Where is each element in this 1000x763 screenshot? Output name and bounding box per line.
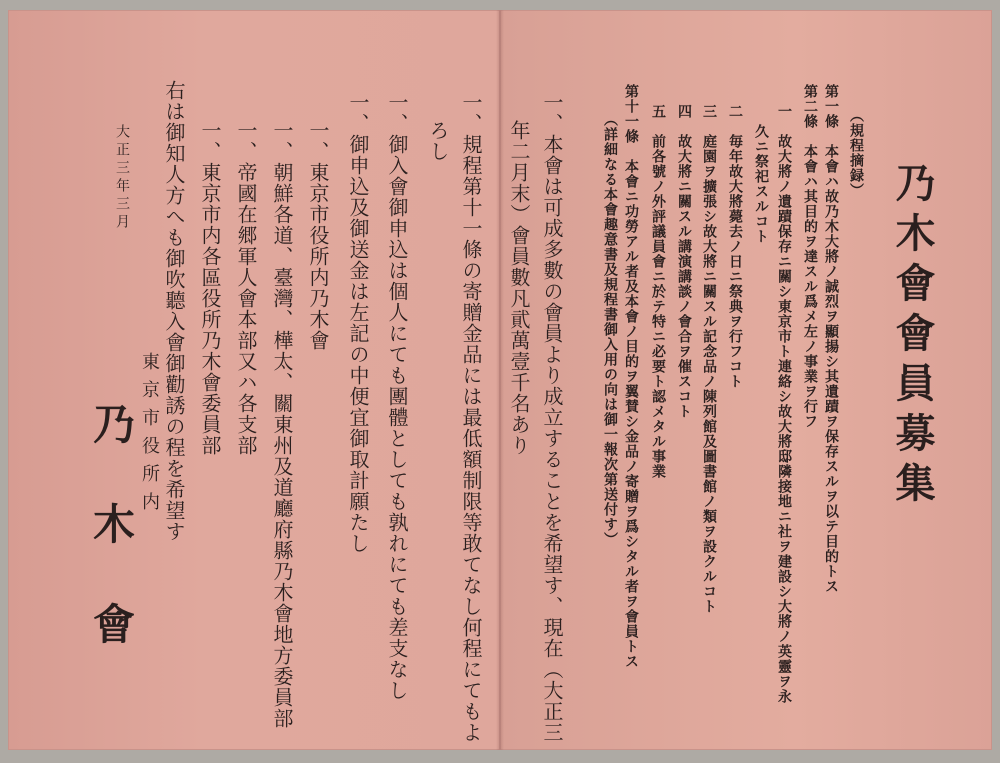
page-fold: [496, 10, 504, 750]
notice-contact-3: 一、帝國在郷軍人會本部又ハ各支部: [234, 120, 258, 456]
notice-contact-1: 一、東京市役所内乃木會: [306, 120, 330, 351]
rule-item-5: 五 前各號ノ外評議員會ニ於テ特ニ必要ト認メタル事業: [650, 104, 666, 479]
notice-4: 一、御申込及御送金は左記の中便宜御取計願たし: [346, 92, 370, 554]
rule-article-2: 第二條 本會ハ其目的ヲ達スル爲メ左ノ事業ヲ行フ: [802, 84, 818, 429]
issuer-name: 乃木會: [87, 402, 136, 702]
rule-article-11: 第十一條 本會ニ功勞アル者及本會ノ目的ヲ翼賛シ金品ノ寄贈ヲ爲シタル者ヲ會員トス: [623, 84, 639, 669]
rules-note: （詳細なる本會趣意書及規程書御入用の向は御一報次第送付す）: [602, 112, 618, 547]
rule-article-1: 第一條 本會ハ故乃木大將ノ誠烈ヲ顯揚シ其遺蹟ヲ保存スルヲ以テ目的トス: [823, 84, 839, 594]
notice-3: 一、御入會御申込は個人にても團體としても孰れにても差支なし: [385, 92, 409, 701]
rule-item-1-cont: 久ニ祭祀スルコト: [753, 124, 769, 244]
closing-request: 右は御知人方へも御吹聽入會御勸誘の程を希望す: [162, 80, 186, 542]
rule-item-3: 三 庭園ヲ擴張シ故大將ニ關スル記念品ノ陳列館及圖書館ノ類ヲ設クルコト: [701, 104, 717, 614]
document-title: 乃木會會員募集: [889, 162, 936, 512]
notice-1-cont: 年二月末）會員數凡貮萬壹千名あり: [507, 120, 531, 456]
rule-item-2: 二 毎年故大將薨去ノ日ニ祭典ヲ行フコト: [727, 104, 743, 389]
notice-contact-4: 一、東京市内各區役所乃木會委員部: [198, 120, 222, 456]
notice-1: 一、本會は可成多數の會員より成立することを希望す、現在（大正三: [540, 92, 564, 743]
notice-2-cont: ろし: [426, 120, 450, 162]
rule-item-1: 一 故大將ノ遺蹟保存ニ關シ東京市ト連絡シ故大將邸隣接地ニ社ヲ建設シ大將ノ英靈ヲ永: [776, 104, 792, 704]
rules-heading: （規程摘録）: [848, 108, 864, 198]
notice-contact-2: 一、朝鮮各道、臺灣、樺太、關東州及道廳府縣乃木會地方委員部: [270, 120, 294, 729]
notice-2: 一、規程第十一條の寄贈金品には最低額制限等敢てなし何程にてもよ: [459, 92, 483, 743]
rule-item-4: 四 故大將ニ關スル講演講談ノ會合ヲ催スコト: [676, 104, 692, 419]
issuer-location: 東京市役所内: [139, 352, 160, 520]
issue-date: 大正三年三月: [114, 124, 130, 232]
